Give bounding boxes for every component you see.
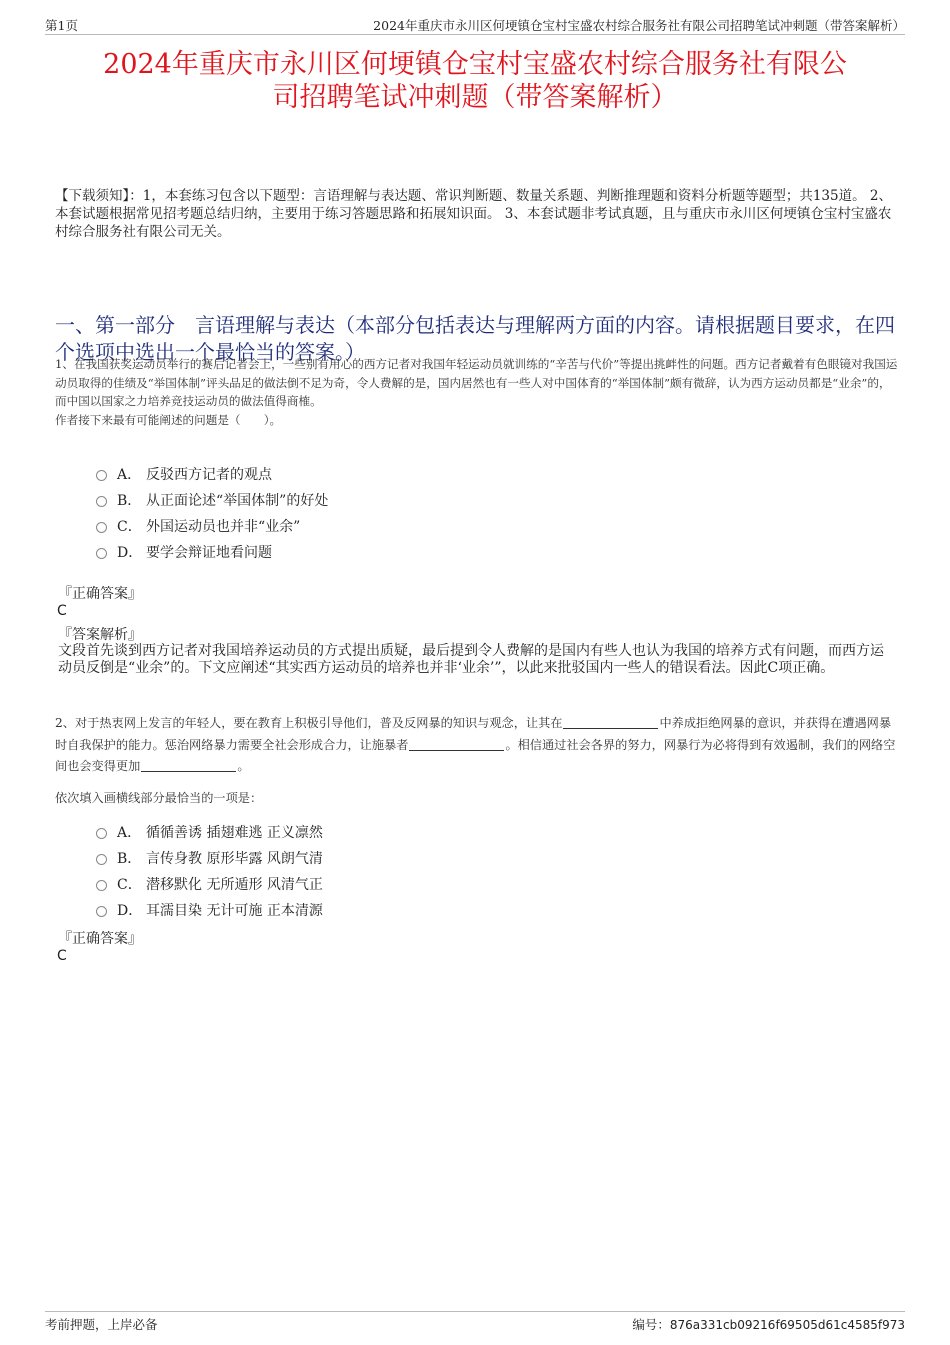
question-2-answer-label: 『正确答案』 (58, 931, 142, 947)
radio-icon[interactable] (96, 854, 107, 865)
question-1-ask: 作者接下来最有可能阐述的问题是（ ）。 (55, 412, 282, 427)
page-header (45, 14, 905, 35)
page-footer (45, 1311, 905, 1332)
title-line-1: 2024年重庆市永川区何埂镇仓宝村宝盛农村综合服务社有限公 (103, 49, 847, 80)
radio-icon[interactable] (96, 828, 107, 839)
question-1-answer-label: 『正确答案』 (58, 586, 142, 602)
fill-blank-1 (563, 716, 658, 729)
question-1-option-c[interactable]: C． 外国运动员也并非“业余” (96, 514, 328, 540)
question-1-analysis: 文段首先谈到西方记者对我国培养运动员的方式提出质疑，最后提到令人费解的是国内有些人也认为我国的培养方式有问题，而西方运动员反倒是“业余”的。下文应阐述“其实西方运动员的培养也并非‘业余’”，以此来批驳国内一些人的错误看法。因此C项正确。 (58, 643, 884, 676)
radio-icon[interactable] (96, 548, 107, 559)
radio-icon[interactable] (96, 470, 107, 481)
question-2-option-c[interactable]: C． 潜移默化 无所遁形 风清气正 (96, 872, 323, 898)
radio-icon[interactable] (96, 880, 107, 891)
question-1-analysis-label: 『答案解析』 (58, 627, 142, 643)
question-2-ask: 依次填入画横线部分最恰当的一项是： (55, 791, 263, 805)
question-1-option-a[interactable]: A． 反驳西方记者的观点 (96, 462, 328, 488)
footer-slogan: 考前押题，上岸必备 (45, 1317, 158, 1332)
fill-blank-3 (141, 759, 236, 772)
radio-icon[interactable] (96, 522, 107, 533)
question-1-option-d[interactable]: D． 要学会辩证地看问题 (96, 540, 328, 566)
question-1-option-b[interactable]: B． 从正面论述“举国体制”的好处 (96, 488, 328, 514)
question-2-stem: 2、对于热衷网上发言的年轻人，要在教育上积极引导他们，普及反网暴的知识与观念，让其在 中养成拒绝网暴的意识，并获得在遭遇网暴时自我保护的能力。惩治网络暴力需要全社会形成合力，让施暴者 。相信通过社会各界的努力，网暴行为必将得到有效遏制，我们的网络空间也会变得更加 。 (55, 716, 896, 773)
question-2-answer: C (57, 948, 67, 964)
header-doc-title: 2024年重庆市永川区何埂镇仓宝村宝盛农村综合服务社有限公司招聘笔试冲刺题（带答案解析） (373, 18, 905, 33)
question-2-option-b[interactable]: B． 言传身教 原形毕露 风朗气清 (96, 846, 323, 872)
footer-code: 编号：876a331cb09216f69505d61c4585f973 (632, 1317, 905, 1332)
download-notice: 【下载须知】：1，本套练习包含以下题型：言语理解与表达题、常识判断题、数量关系题、判断推理题和资料分析题等题型；共135道。 2、本套试题根据常见招考题总结归纳，主要用于练习答题思路和拓展知识面。 3、本套试题非考试真题，且与重庆市永川区何埂镇仓宝村宝盛农村综合服务社有限公司无关。 (55, 188, 892, 240)
question-2-options (96, 820, 323, 924)
question-2-option-d[interactable]: D． 耳濡目染 无计可施 正本清源 (96, 898, 323, 924)
question-1-stem: 1、在我国获奖运动员举行的赛后记者会上，一些别有用心的西方记者对我国年轻运动员就训练的“辛苦与代价”等提出挑衅性的问题。西方记者戴着有色眼镜对我国运动员取得的佳绩及“举国体制”评头品足的做法倒不足为奇，令人费解的是，国内居然也有一些人对中国体育的“举国体制”颇有微辞，认为西方运动员都是“业余”的，而中国以国家之力培养竞技运动员的做法值得商榷。 (55, 357, 898, 408)
radio-icon[interactable] (96, 906, 107, 917)
fill-blank-2 (409, 738, 504, 751)
radio-icon[interactable] (96, 496, 107, 507)
question-1-options (96, 462, 328, 566)
section-heading: 一、第一部分 言语理解与表达（本部分包括表达与理解两方面的内容。请根据题目要求，在四个选项中选出一个最恰当的答案。） (55, 313, 895, 364)
question-1-answer: C (57, 603, 67, 619)
page-number: 第1页 (45, 18, 78, 33)
question-1 (55, 355, 900, 429)
question-2-option-a[interactable]: A． 循循善诱 插翅难逃 正义凛然 (96, 820, 323, 846)
document-title (50, 48, 900, 114)
title-line-2: 司招聘笔试冲刺题（带答案解析） (272, 82, 678, 113)
